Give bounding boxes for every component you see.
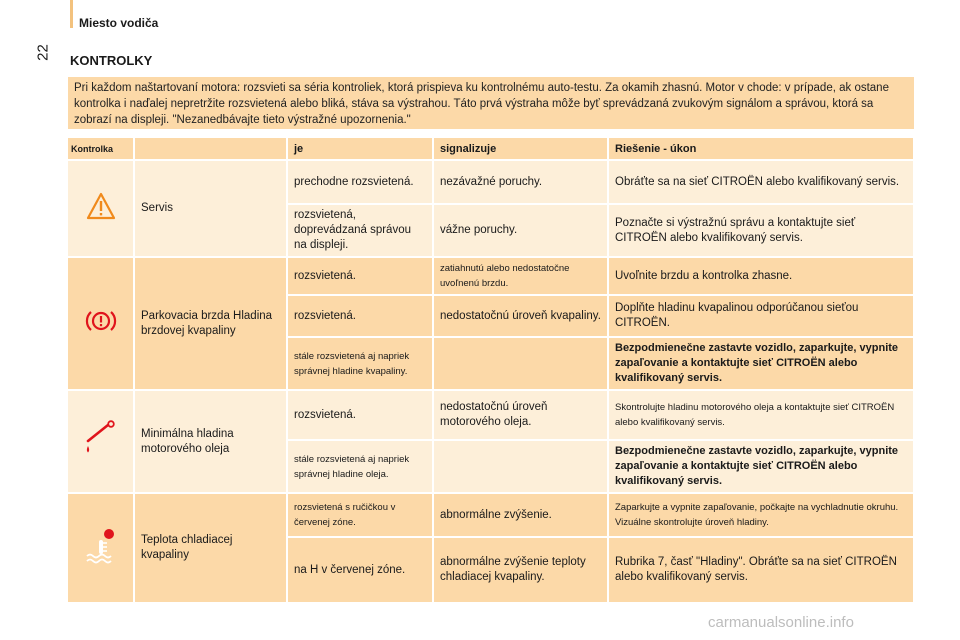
page-number: 22 (34, 44, 52, 61)
icon-cell (68, 160, 134, 257)
cell-riesenie: Poznačte si výstražnú správu a kontaktujte sieť CITROËN alebo kvalifikovaný servis. (608, 204, 914, 257)
cell-je: rozsvietená. (287, 390, 433, 440)
cell-riesenie: Bezpodmienečne zastavte vozidlo, zaparkujte, vypnite zapaľovanie a kontaktujte sieť CITROËN alebo kvalifikovaný servis. (608, 337, 914, 390)
cell-signalizuje: nedostatočnú úroveň motorového oleja. (433, 390, 608, 440)
page-title: KONTROLKY (70, 53, 153, 68)
indicator-name: Teplota chladiacej kvapaliny (134, 493, 287, 603)
cell-riesenie: Uvoľnite brzdu a kontrolka zhasne. (608, 257, 914, 295)
section-marker-bar (70, 0, 73, 28)
cell-signalizuje: vážne poruchy. (433, 204, 608, 257)
warning-triangle-icon (86, 211, 116, 223)
indicator-name: Servis (134, 160, 287, 257)
intro-paragraph: Pri každom naštartovaní motora: rozsvieti sa séria kontroliek, ktorá prispieva ku kontrolnému auto-testu. Za okamih zhasnú. Motor v chode: v prípade, ak ostane kontrolka i naďalej nepretržite rozsvietená alebo bliká, stáva sa výstrahou. Táto prvá výstraha môže byť sprevádzaná zvukovým signálom a správou, ktorá sa zobrazí na displeji. "Nezanedbávajte tieto výstražné upozornenia." (68, 77, 914, 129)
brake-warning-icon (85, 325, 117, 337)
cell-signalizuje: nedostatočnú úroveň kvapaliny. (433, 295, 608, 337)
header-name (134, 138, 287, 160)
cell-riesenie: Bezpodmienečne zastavte vozidlo, zaparkujte, vypnite zapaľovanie a kontaktujte sieť CITROËN alebo kvalifikovaný servis. (608, 440, 914, 493)
icon-cell (68, 257, 134, 390)
header-kontrolka: Kontrolka (68, 138, 134, 160)
header-signalizuje: signalizuje (433, 138, 608, 160)
table-row (68, 390, 914, 440)
cell-riesenie: Rubrika 7, časť "Hladiny". Obráťte sa na sieť CITROËN alebo kvalifikovaný servis. (608, 537, 914, 603)
cell-riesenie: Doplňte hladinu kvapalinou odporúčanou sieťou CITROËN. (608, 295, 914, 337)
cell-je: na H v červenej zóne. (287, 537, 433, 603)
cell-signalizuje: nezávažné poruchy. (433, 160, 608, 204)
cell-signalizuje: abnormálne zvýšenie. (433, 493, 608, 537)
icon-cell (68, 390, 134, 493)
oil-can-icon (84, 450, 118, 462)
cell-je: rozsvietená s ručičkou v červenej zóne. (287, 493, 433, 537)
icon-cell (68, 493, 134, 603)
cell-signalizuje (433, 337, 608, 390)
header-je: je (287, 138, 433, 160)
cell-je: stále rozsvietená aj napriek správnej hladine kvapaliny. (287, 337, 433, 390)
cell-riesenie: Skontrolujte hladinu motorového oleja a kontaktujte sieť CITROËN alebo kvalifikovaný servis. (608, 390, 914, 440)
watermark: carmanualsonline.info (708, 614, 854, 631)
indicator-table (68, 138, 915, 604)
cell-je: rozsvietená, doprevádzaná správou na displeji. (287, 204, 433, 257)
indicator-name: Parkovacia brzda Hladina brzdovej kvapaliny (134, 257, 287, 390)
cell-riesenie: Obráťte sa na sieť CITROËN alebo kvalifikovaný servis. (608, 160, 914, 204)
table-header-row (68, 138, 914, 160)
indicator-name: Minimálna hladina motorového oleja (134, 390, 287, 493)
cell-je: rozsvietená. (287, 295, 433, 337)
cell-je: prechodne rozsvietená. (287, 160, 433, 204)
cell-signalizuje: zatiahnutú alebo nedostatočne uvoľnenú brzdu. (433, 257, 608, 295)
table-row (68, 160, 914, 204)
header-riesenie: Riešenie - úkon (608, 138, 914, 160)
cell-signalizuje (433, 440, 608, 493)
cell-riesenie: Zaparkujte a vypnite zapaľovanie, počkajte na vychladnutie okruhu. Vizuálne skontrolujte úroveň hladiny. (608, 493, 914, 537)
section-header: Miesto vodiča (79, 16, 159, 30)
coolant-temperature-icon (81, 557, 121, 569)
table-row (68, 257, 914, 295)
cell-je: stále rozsvietená aj napriek správnej hladine oleja. (287, 440, 433, 493)
cell-signalizuje: abnormálne zvýšenie teploty chladiacej kvapaliny. (433, 537, 608, 603)
table-row (68, 493, 914, 537)
cell-je: rozsvietená. (287, 257, 433, 295)
